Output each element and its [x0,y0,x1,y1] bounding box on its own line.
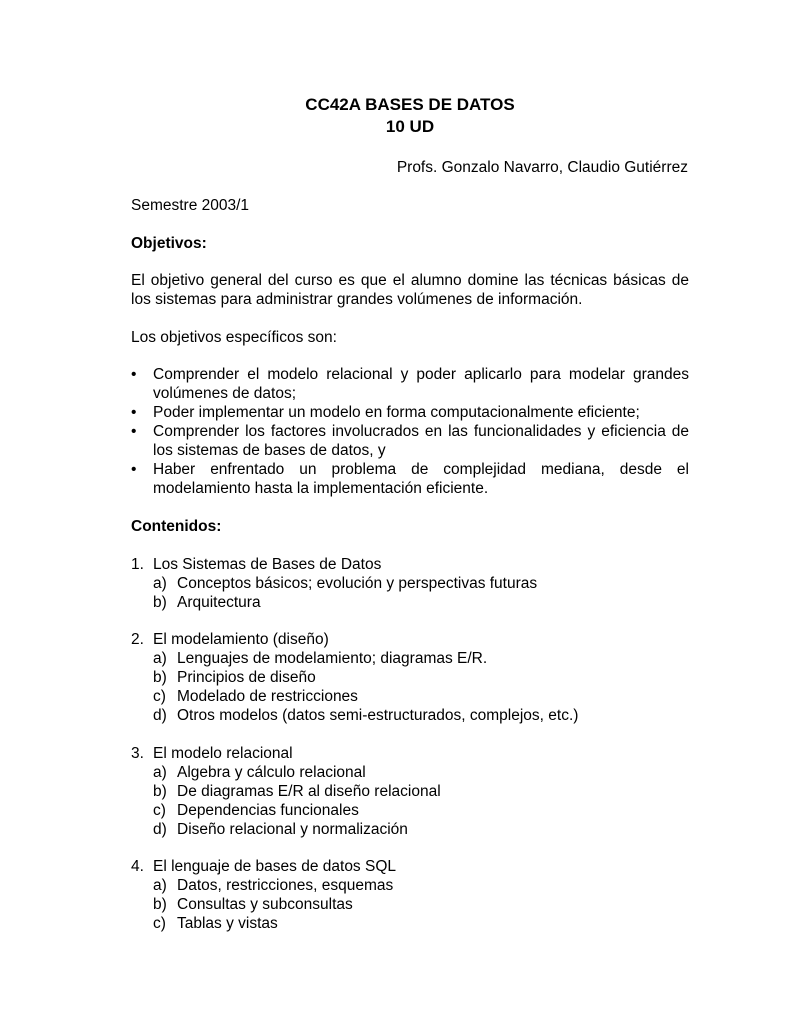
list-item: • Poder implementar un modelo en forma computacionalmente eficiente; [131,404,640,421]
professors: Profs. Gonzalo Navarro, Claudio Gutiérrez [396,159,688,176]
list-item: d) Diseño relacional y normalización [153,821,408,838]
semester: Semestre 2003/1 [131,197,250,214]
list-item: • Comprender los factores involucrados en las funcionalidades y eficiencia de los sistemas de bases de datos, y [131,423,689,459]
objectives-specific-intro: Los objetivos específicos son: [131,329,337,346]
list-item: • Comprender el modelo relacional y poder aplicarlo para modelar grandes volúmenes de datos; [131,366,689,402]
course-units: 10 UD [385,117,435,136]
section-title: 3. El modelo relacional [131,745,293,762]
bullet: • [131,423,137,440]
bullet: • [131,404,137,421]
bullet: • [131,461,137,478]
list-item: d) Otros modelos (datos semi-estructurados, complejos, etc.) [153,707,579,724]
section-title: 1. Los Sistemas de Bases de Datos [131,556,382,573]
objective-general: El objetivo general del curso es que el alumno domine las técnicas básicas de los sistemas para administrar grandes volúmenes de información. [131,272,689,308]
list-item: b) Principios de diseño [153,669,316,686]
section-title: 2. El modelamiento (diseño) [131,631,329,648]
list-item: b) De diagramas E/R al diseño relacional [153,783,441,800]
contents-heading: Contenidos: [131,518,222,535]
list-item: c) Modelado de restricciones [153,688,358,705]
contents-section-2 [131,630,689,725]
list-item: a) Algebra y cálculo relacional [153,764,366,781]
list-item: a) Lenguajes de modelamiento; diagramas E/R. [153,650,488,667]
list-item: a) Conceptos básicos; evolución y perspectivas futuras [153,575,538,592]
contents-section-1 [131,555,689,612]
objectives-heading: Objetivos: [131,235,207,252]
course-title: CC42A BASES DE DATOS [305,95,515,114]
contents-section-4 [131,857,689,933]
contents-section-3 [131,744,689,839]
list-item: a) Datos, restricciones, esquemas [153,877,394,894]
objectives-list [131,365,689,498]
section-title: 4. El lenguaje de bases de datos SQL [131,858,397,875]
list-item: b) Consultas y subconsultas [153,896,353,913]
bullet: • [131,366,137,383]
list-item: b) Arquitectura [153,594,261,611]
list-item: c) Tablas y vistas [153,915,278,932]
list-item: • Haber enfrentado un problema de complejidad mediana, desde el modelamiento hasta la implementación eficiente. [131,461,689,497]
list-item: c) Dependencias funcionales [153,802,359,819]
